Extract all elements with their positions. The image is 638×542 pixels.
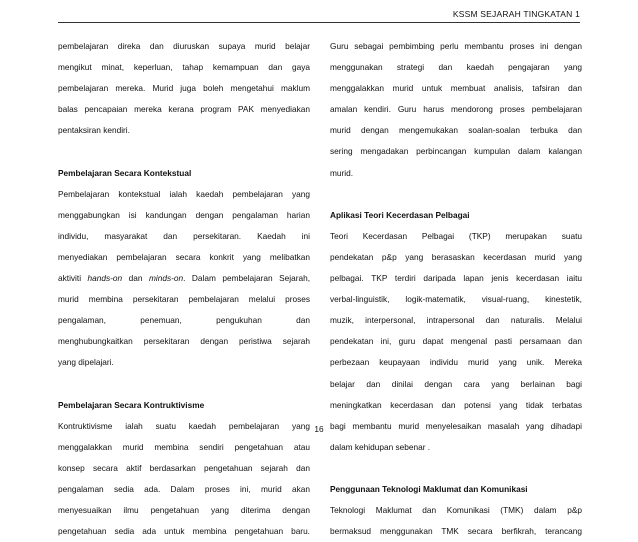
section-heading-tkp: Aplikasi Teori Kecerdasan Pelbagai [330,209,470,220]
body-line: mengikut minat, keperluan, tahap kemampuan dan gaya [58,62,310,73]
body-line: murid membina persekitaran pembelajaran melalui proses [58,294,310,305]
body-line: bagi membantu murid menyelesaikan masalah yang dihadapi [330,420,582,431]
body-line: sering mengadakan perbincangan kumpulan dalam kalangan [330,146,582,157]
body-line: pembelajaran direka dan diuruskan supaya murid belajar [58,41,310,51]
body-line: individu, masyarakat dan persekitaran. Kaedah ini [58,230,310,241]
spacer [58,141,310,162]
body-line: Kontruktivisme ialah suatu kaedah pembelajaran yang [58,420,310,431]
spacer [330,184,582,205]
body-line: bermaksud menggunakan TMK secara berfikrah, terancang [330,526,582,537]
running-header: KSSM SEJARAH TINGKATAN 1 [452,9,580,19]
page-number: 16 [314,424,324,434]
body-line: pembelajaran mereka. Murid juga boleh mengetahui maklum [58,83,310,94]
body-line: konsep secara aktif berdasarkan pengetahuan sejarah dan [58,462,310,473]
body-line: menggunakan strategi dan kaedah pengajaran yang [330,62,582,73]
body-line: murid dengan mengemukakan soalan-soalan terbuka dan [330,125,582,136]
section-heading-konstruktivisme: Pembelajaran Secara Kontruktivisme [58,399,205,410]
italic-term-minds-on: minds-on [148,273,184,284]
body-line: Pembelajaran kontekstual ialah kaedah pembelajaran yang [58,188,310,199]
body-line: pentaksiran kendiri. [58,125,130,136]
body-line: pengalaman sedia ada. Dalam proses ini, murid akan [58,483,310,494]
spacer [330,458,582,479]
body-line: menggabungkan isi kandungan dengan pengalaman harian [58,209,310,220]
body-line: menggalakkan murid membina sendiri pengetahuan atau [58,441,310,452]
body-line: Teori Kecerdasan Pelbagai (TKP) merupakan suatu [330,230,582,241]
section-heading-kontekstual: Pembelajaran Secara Kontekstual [58,167,192,178]
body-line: menyediakan pembelajaran secara konkrit yang melibatkan [58,251,310,262]
text-fragment: dan [122,273,149,284]
body-line: Guru sebagai pembimbing perlu membantu proses ini dengan [330,41,582,51]
left-column [58,36,310,542]
body-line: balas pencapaian mereka kerana program PAK menyediakan [58,104,310,115]
body-line: pendekatan ini, guru dapat mengenal pasti persamaan dan [330,336,582,347]
text-fragment: aktiviti [58,273,88,284]
header-rule [58,22,580,23]
body-line: pengetahuan sedia ada untuk membina pengetahuan baru. [58,526,310,537]
body-line: dalam kehidupan sebenar . [330,441,431,452]
body-line: pelbagai. TKP terdiri daripada lapan jenis kecerdasan iaitu [330,273,582,284]
body-line: menggalakkan murid untuk membuat analisis, tafsiran dan [330,83,582,94]
body-line-aktiviti [58,268,310,289]
body-line: pengalaman, penemuan, pengukuhan dan [58,315,310,326]
section-heading-tmk: Penggunaan Teknologi Maklumat dan Komunikasi [330,483,528,494]
body-line: yang dipelajari. [58,357,114,368]
text-fragment: . Dalam pembelajaran Sejarah, [183,273,310,284]
body-line: verbal-linguistik, logik-matematik, visual-ruang, kinestetik, [330,294,582,305]
italic-term-hands-on: hands-on [87,273,123,284]
body-line: murid. [330,167,354,178]
body-line: muzik, interpersonal, intrapersonal dan naturalis. Melalui [330,315,582,326]
body-line: menyesuaikan ilmu pengetahuan yang diterima dengan [58,505,310,516]
body-line: meningkatkan kecerdasan dan potensi yang tidak terbatas [330,399,582,410]
body-line: pendekatan p&p yang berasaskan kecerdasan murid yang [330,251,582,262]
body-line: perbezaan keupayaan individu murid yang unik. Mereka [330,357,582,368]
spacer [58,374,310,395]
body-line: menghubungkaitkan persekitaran dengan peristiwa sejarah [58,336,310,347]
body-line: amalan kendiri. Guru harus mendorong proses pembelajaran [330,104,582,115]
right-column [330,36,582,542]
body-line: belajar dan dinilai dengan cara yang berlainan bagi [330,378,582,389]
body-line: Teknologi Maklumat dan Komunikasi (TMK) dalam p&p [330,505,582,516]
